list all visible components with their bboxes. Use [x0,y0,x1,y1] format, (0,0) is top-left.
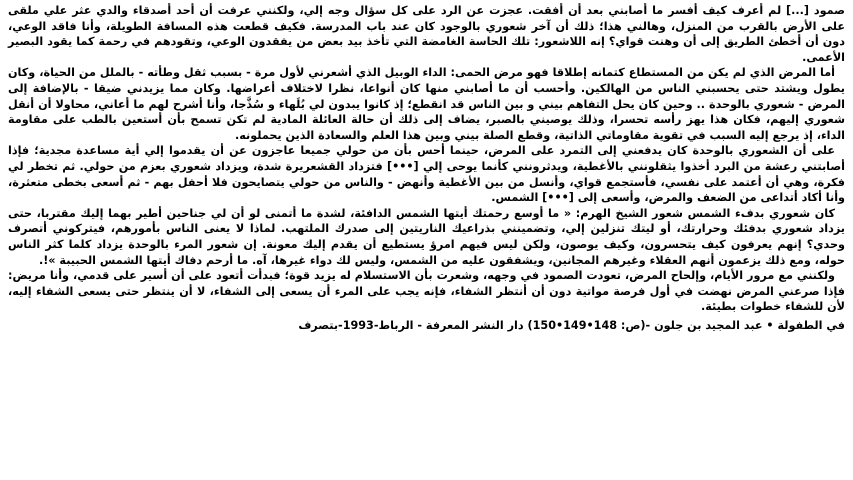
paragraph-1: صمود [...] لم أعرف كيف أفسر ما أصابني بعد أن أفقت. عجزت عن الرد على كل سؤال وجه إلي، ولكنني عرفت أن أحد أصدقاء والدي عثر علي ملقى على الأرض بالقرب من المنزل، وهالني هذا؛ ذلك أن آخر شعوري بالوجود كان عند باب المدرسة. فكيف قطعت هذه المسافة الطويلة، وأنا فاقد الوعي، دون أن أخطئ الطريق إلى أن وهنت قواي؟ إنه اللاشعور: تلك الحاسة الغامضة التي تأخذ بيد بعض من يفقدون الوعي، وتقودهم في رحمة كما يقود البصير الأعمى. [8,4,845,64]
paragraph-2: أما المرض الذي لم يكن من المستطاع كتمانه إطلاقا فهو مرض الحمى: الداء الوبيل الذي أشعرني لأول مرة - بسبب ثقل وطأته - بالملل من الحياة، وكان يطول ويشتد حتى يحسبني الناس من الهالكين. وأحسب أن ما أصابني منها كان أنواعا، نظرا لاختلاف أعراضها. وكان مما يزيدني ضيقا - بالإضافة إلى المرض - شعوري بالوحدة .. وحين كان يحل التفاهم بيني و بين الناس قد انقطع؛ إذ كانوا يبدون لي بُلَهاء و سُذَّجا، وأنا أشرح لهم ما أعاني، محاولا أن أنقل شعوري إليهم، فكان هذا يهز رأسه تحسرا، وذلك يوصيني بالصبر، يضاف إلى ذلك أن حالة العائلة المادية لم تكن تسمح بأن أستعين بالطب على مقاومة الداء، إذ يرجع إليه السبب في تقوية مقاوماتي الذاتية، وقطع الصلة بيني وبين هذا العلم والسعادة الذين يحملونه. [8,66,845,142]
paragraph-5: ولكنني مع مرور الأيام، وإلحاح المرض، تعودت الصمود في وجهه، وشعرت بأن الاستسلام له يزيد قوة؛ فبدأت أتعود على أن أسير على قدمي، وأنا مريض: فإذا صرعني المرض نهضت في أول فرصة مواتية دون أن أنتظر الشفاء، فإنه يجب على المرء أن يسعى إلى الشفاء، لا أن ينتظر حتى يسعى الشفاء إليه، لأن للشفاء خطوات بطيئة. [8,269,845,314]
paragraph-4: كان شعوري بدفء الشمس شعور الشيخ الهرم: « ما أوسع رحمتك أيتها الشمس الدافئة، لشدة ما أتمنى لو أن لي جناحين أطير بهما إليك مقتربا، حتى يزداد شعوري بدفئك وحرارتك، أو ليتك تنزلين إلي، وتضمينني بذراعيك الناريتين إلى صدرك الملتهب. لماذا لا يعنى الناس بأمورهم، فيتركوني أتصرف وحدي؟ إنهم يعرفون كيف يتحسرون، وكيف يوصون، ولكن ليس فيهم امرؤ يستطيع أن يقدم إليك معونة. إن شعور المرء بالوحدة يزداد كلما كثر الناس حوله، ومع ذلك يزعمون أنهم العقلاء وغيرهم المجانين، ويشفقون عليه من الشمس، وليس لك دواء غيرها، آه. ما أرحم دفاك أيتها الشمس الحبيبة »!. [8,206,845,267]
source-citation: في الطفولة • عبد المجيد بن جلون -(ص: 148•149•150) دار النشر المعرفة - الرباط-1993-بتصرف [298,318,845,332]
paragraph-3: على أن الشعوري بالوحدة كان يدفعني إلى التمرد على المرض، حينما أحس بأن من حولي جميعا عاجزون عن أن يقدموا إلي أية مساعدة مجدية؛ فإذا أصابتني رعشة من البرد أخذوا يثقلونني بالأغطية، ويدثرونني كأنما يوحى إلي [•••] فتزداد القشعريرة شدة، ويزداد شعوري بعزم من حولي. ثم تخطر لي فكرة، وهي أن أعتمد على نفسي، فأستجمع قواي، وأنسل من بين الأغطية وأنهض - والناس من حولي يتصايحون فلا أحفل بهم - ثم أسعى بخطى متعثرة، وأنا أكاد أتداعى من الضعف والمرض، وأسعى إلى [•••] الشمس. [8,144,845,205]
